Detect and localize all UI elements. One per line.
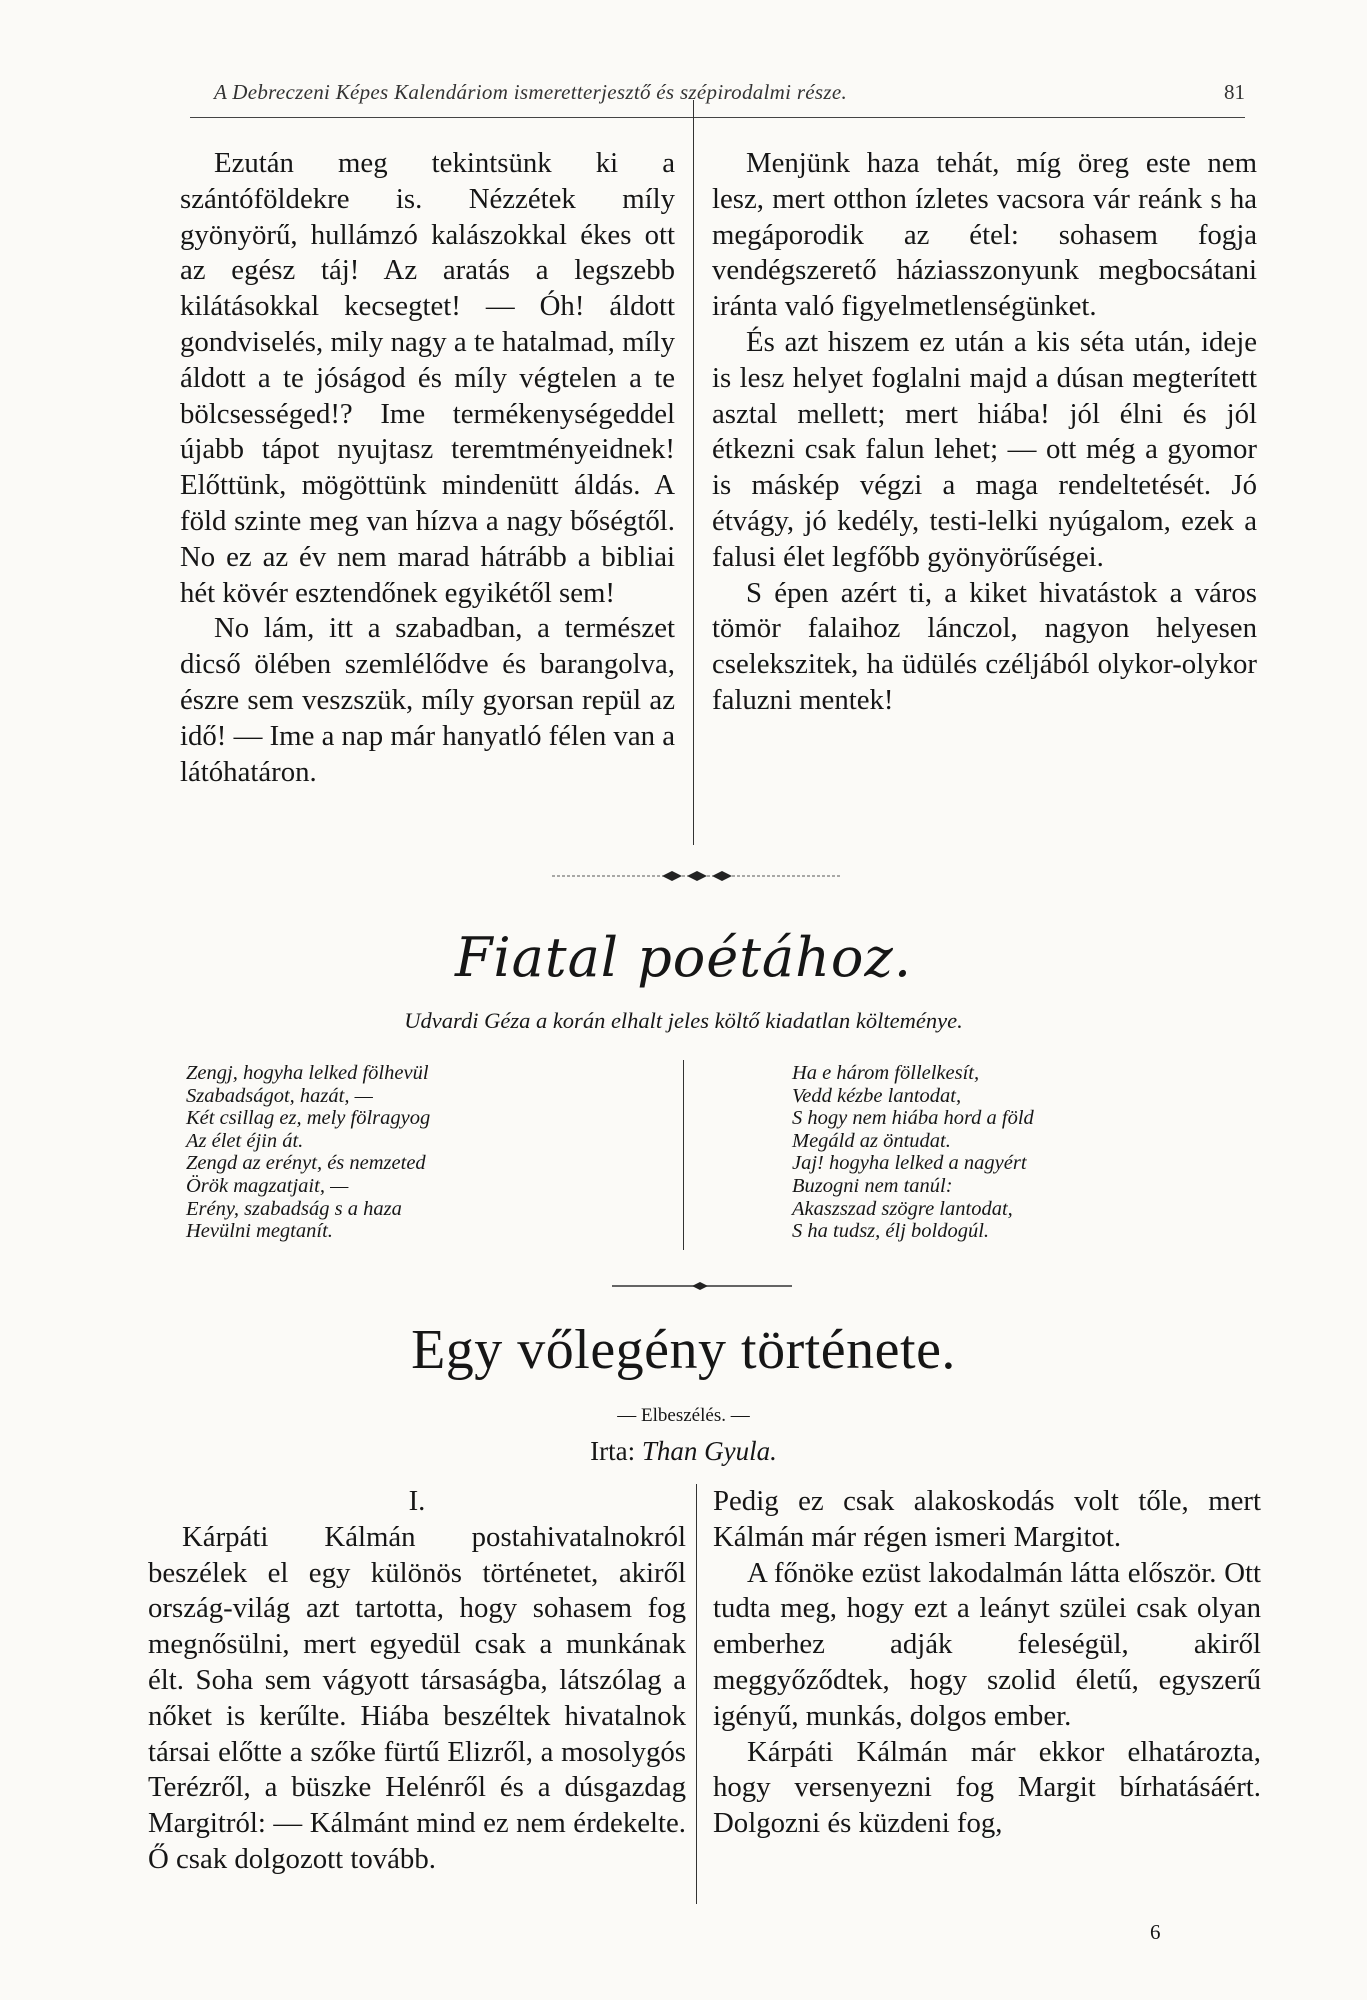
poem-line: Akaszszad szögre lantodat, bbox=[792, 1197, 1013, 1220]
story-genre: — Elbeszélés. — bbox=[617, 1405, 750, 1426]
paragraph: Kárpáti Kálmán már ekkor elhatározta, hogy versenyezni fog Margit bírhatásáért. Dolgozni és küzdeni fog, bbox=[713, 1735, 1261, 1840]
signature-mark: 6 bbox=[1150, 1920, 1161, 1944]
story-author bbox=[0, 1436, 1367, 1467]
poem-stanza-left bbox=[186, 1062, 606, 1243]
poem-line: Hevülni megtanít. bbox=[186, 1220, 333, 1243]
poem-line: Az élet éjin át. bbox=[186, 1129, 304, 1152]
poem-stanza-right bbox=[792, 1062, 1212, 1243]
poem-line: Megáld az öntudat. bbox=[792, 1129, 951, 1152]
header-title: A Debreczeni Képes Kalendáriom ismeretterjesztő és szépirodalmi része. bbox=[214, 80, 848, 104]
poem-line: Jaj! hogyha lelked a nagyért bbox=[792, 1152, 1027, 1175]
poem-line: S hogy nem hiába hord a föld bbox=[792, 1107, 1034, 1130]
poem-line: Örök magzatjait, — bbox=[186, 1174, 349, 1197]
poem-subtitle: Udvardi Géza a korán elhalt jeles költő kiadatlan költeménye. bbox=[404, 1008, 963, 1033]
poem-line: Ha e három föllelkesít, bbox=[792, 1062, 980, 1084]
author-label: Irta: bbox=[590, 1436, 636, 1466]
column-rule bbox=[693, 100, 694, 845]
story-column-rule bbox=[696, 1484, 697, 1904]
paragraph: Kárpáti Kálmán postahivatalnokról beszélek el egy különös történetet, akiről ország-világ azt tartotta, hogy sohasem fog megnősülni, mert egyedül csak a munkának élt. Soha sem vágyott társaságba, látszólag a nőket is kerűlte. Hiába beszéltek hivatalnok társai előtte a szőke fürtű Elizről, a mosolygós Terézről, a büszke Helénről és a dúsgazdag Margitról: — Kálmánt mind ez nem érdekelte. Ő csak dolgozott tovább. bbox=[148, 1520, 686, 1875]
top-right-column bbox=[712, 146, 1257, 719]
poem-line: Zengj, hogyha lelked fölhevül bbox=[186, 1062, 429, 1084]
poem-line: S ha tudsz, élj boldogúl. bbox=[792, 1220, 990, 1243]
header-page-number: 81 bbox=[1224, 80, 1245, 104]
poem-rule bbox=[683, 1060, 684, 1250]
paragraph: Menjünk haza tehát, míg öreg este nem lesz, mert otthon ízletes vacsora vár reánk s ha megáporodik az étel: sohasem fogja vendégszerető háziasszonyunk megbocsátani iránta való figyelmetlenségünket. bbox=[712, 147, 1257, 323]
author-name: Than Gyula. bbox=[641, 1436, 777, 1466]
poem-line: Erény, szabadság s a haza bbox=[186, 1197, 402, 1220]
poem-line: Két csillag ez, mely fölragyog bbox=[186, 1107, 431, 1130]
story-left-column bbox=[148, 1484, 686, 1878]
top-left-column bbox=[180, 146, 675, 790]
section-ornament bbox=[552, 870, 842, 882]
paragraph: És azt hiszem ez után a kis séta után, ideje is lesz helyet foglalni majd a dúsan megterített asztal mellett; mert hiába! jól élni és jól étkezni csak falun lehet; — ott még a gyomor is máskép végzi a maga rendeltetését. Jó étvágy, jó kedély, testi-lelki nyúgalom, ezek a falusi élet legfőbb gyönyörűségei. bbox=[712, 325, 1257, 573]
poem-line: Zengd az erényt, és nemzeted bbox=[186, 1152, 426, 1175]
poem-line: Buzogni nem tanúl: bbox=[792, 1174, 953, 1197]
paragraph: No lám, itt a szabadban, a természet dicső ölében szemlélődve és barangolva, észre sem veszszük, míly gyorsan repül az idő! — Ime a nap már hanyatló félen van a látóhatáron. bbox=[180, 612, 675, 788]
story-title: Egy vőlegény története. bbox=[411, 1319, 956, 1381]
poem-line: Szabadságot, hazát, — bbox=[186, 1084, 373, 1107]
paragraph: A főnöke ezüst lakodalmán látta először. Ott tudta meg, hogy ezt a leányt szülei csak olyan emberhez adják feleségül, akiről meggyőződtek, hogy szolid életű, egyszerű igényű, munkás, dolgos ember. bbox=[713, 1556, 1261, 1732]
story-right-column bbox=[713, 1484, 1261, 1842]
chapter-number: I. bbox=[408, 1485, 426, 1517]
poem-title: Fiatal poétához. bbox=[454, 926, 913, 989]
paragraph: S épen azért ti, a kiket hivatástok a város tömör falaihoz lánczol, nagyon helyesen cselekszitek, ha üdülés czéljából olykor-olykor faluzni mentek! bbox=[712, 576, 1257, 716]
paragraph: Ezután meg tekintsünk ki a szántóföldekre is. Nézzétek míly gyönyörű, hullámzó kalászokkal ékes ott az egész táj! Az aratás a legszebb kilátásokkal kecsegtet! — Óh! áldott gondviselés, mily nagy a te hatalmad, míly áldott a te jóságod és míly végtelen a te bölcsességed!? Ime termékenységeddel újabb tápot nyujtasz teremtményeidnek! Előttünk, mögöttünk mindenütt áldás. A föld szinte meg van hízva a nagy bőségtől. No ez az év nem marad hátrább a bibliai hét kövér esztendőnek egyikétől sem! bbox=[180, 147, 675, 609]
running-header bbox=[190, 80, 1245, 118]
paragraph: Pedig ez csak alakoskodás volt tőle, mert Kálmán már régen ismeri Margitot. bbox=[713, 1485, 1261, 1553]
poem-line: Vedd kézbe lantodat, bbox=[792, 1084, 962, 1107]
small-ornament bbox=[612, 1281, 792, 1291]
